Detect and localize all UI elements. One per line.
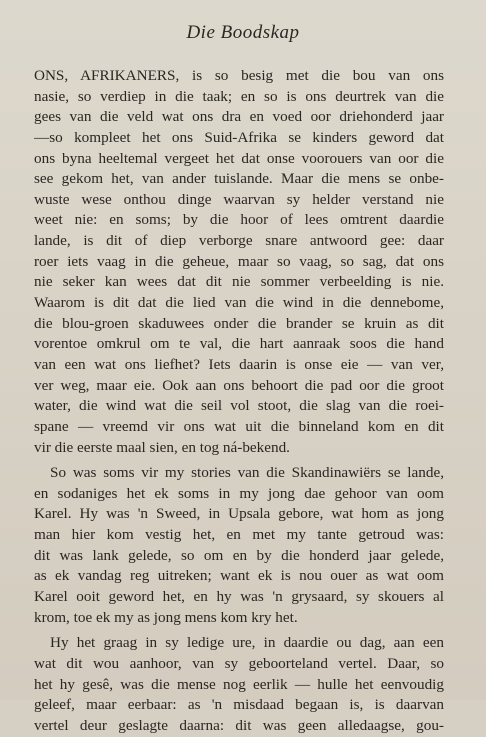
- text-line: roer iets vaag in die geheue, maar so vaag, so sag, dat ons: [34, 252, 444, 270]
- paragraph: [34, 66, 444, 458]
- text-line: het hy gesê, was die mense nog eerlik — hulle het eenvoudig: [34, 675, 444, 693]
- paragraph: [34, 633, 444, 736]
- text-line: krom, toe ek my as jong mens kom kry het.: [34, 608, 298, 626]
- text-line: die blou-groen skaduwees onder die brander se kruin as dit: [34, 314, 444, 332]
- text-line: Waarom is dit dat die lied van die wind in die dennebome,: [34, 294, 444, 312]
- text-line: as ek vandag reg uitreken; want ek is nou ouer as wat oom: [34, 567, 444, 585]
- text-line: dit was lank gelede, so om en by die honderd jaar gelede,: [34, 546, 444, 564]
- text-line: vorentoe omkrul om te val, die hart aanraak soos die hand: [34, 335, 444, 353]
- paragraph: [34, 463, 444, 628]
- text-line: Karel ooit geword het, en hy was 'n grysaard, sy skouers al: [34, 588, 444, 606]
- text-line: vir die eerste maal sien, en tog ná-bekend.: [34, 438, 290, 456]
- text-line: man hier kom vestig het, en met my tante getroud was:: [34, 526, 444, 544]
- text-line: ver weg, maar eie. Ook aan ons behoort die pad oor die groot: [34, 376, 444, 394]
- text-line: ONS, AFRIKANERS, is so besig met die bou van ons: [34, 67, 444, 84]
- text-line: geleef, maar eerbaar: as 'n misdaad begaan is, is daarvan: [34, 696, 444, 714]
- text-line: van een wat ons liefhet? Iets daarin is onse eie — van ver,: [34, 355, 444, 373]
- text-line: lande, is dit of diep verborge snare antwoord gee: daar: [34, 232, 444, 250]
- text-line: nasie, so verdiep in die taak; en so is ons deurtrek van die: [34, 87, 444, 105]
- text-line: Hy het graag in sy ledige ure, in daardie ou dag, aan een: [50, 634, 444, 652]
- text-line: see gekom het, van ander tuislande. Maar die mens se onbe-: [34, 170, 444, 188]
- text-line: ons byna heeltemal vergeet het dat onse voorouers van oor die: [34, 149, 444, 167]
- text-line: So was soms vir my stories van die Skandinawiërs se lande,: [50, 464, 444, 482]
- running-head: Die Boodskap: [186, 22, 300, 43]
- body-text: [34, 66, 444, 737]
- text-line: gees van die veld wat ons dra en voed oor driehonderd jaar: [34, 108, 444, 126]
- text-line: vertel deur geslagte daarna: dit was geen alledaagse, gou-: [34, 716, 444, 734]
- text-line: spane — vreemd vir ons wat uit die binneland kom en dit: [34, 417, 444, 435]
- text-line: Karel. Hy was 'n Sweed, in Upsala gebore, wat hom as jong: [34, 505, 444, 523]
- text-line: —so kompleet het ons Suid-Afrika se kinders geword dat: [34, 128, 444, 146]
- text-line: wuste wese onthou dinge waarvan sy helder verstand nie: [34, 190, 444, 208]
- text-line: weet nie: en soms; by die hoor of lees omtrent daardie: [34, 211, 444, 229]
- text-line: water, die wind wat die seil vol stoot, die slag van die roei-: [34, 397, 444, 415]
- text-line: wat dit wou aanhoor, van sy geboorteland vertel. Daar, so: [34, 654, 444, 672]
- text-line: en sodaniges het ek soms in my jong dae gehoor van oom: [34, 484, 444, 502]
- text-line: nie seker kan wees dat dit nie sommer verbeelding is nie.: [34, 273, 444, 291]
